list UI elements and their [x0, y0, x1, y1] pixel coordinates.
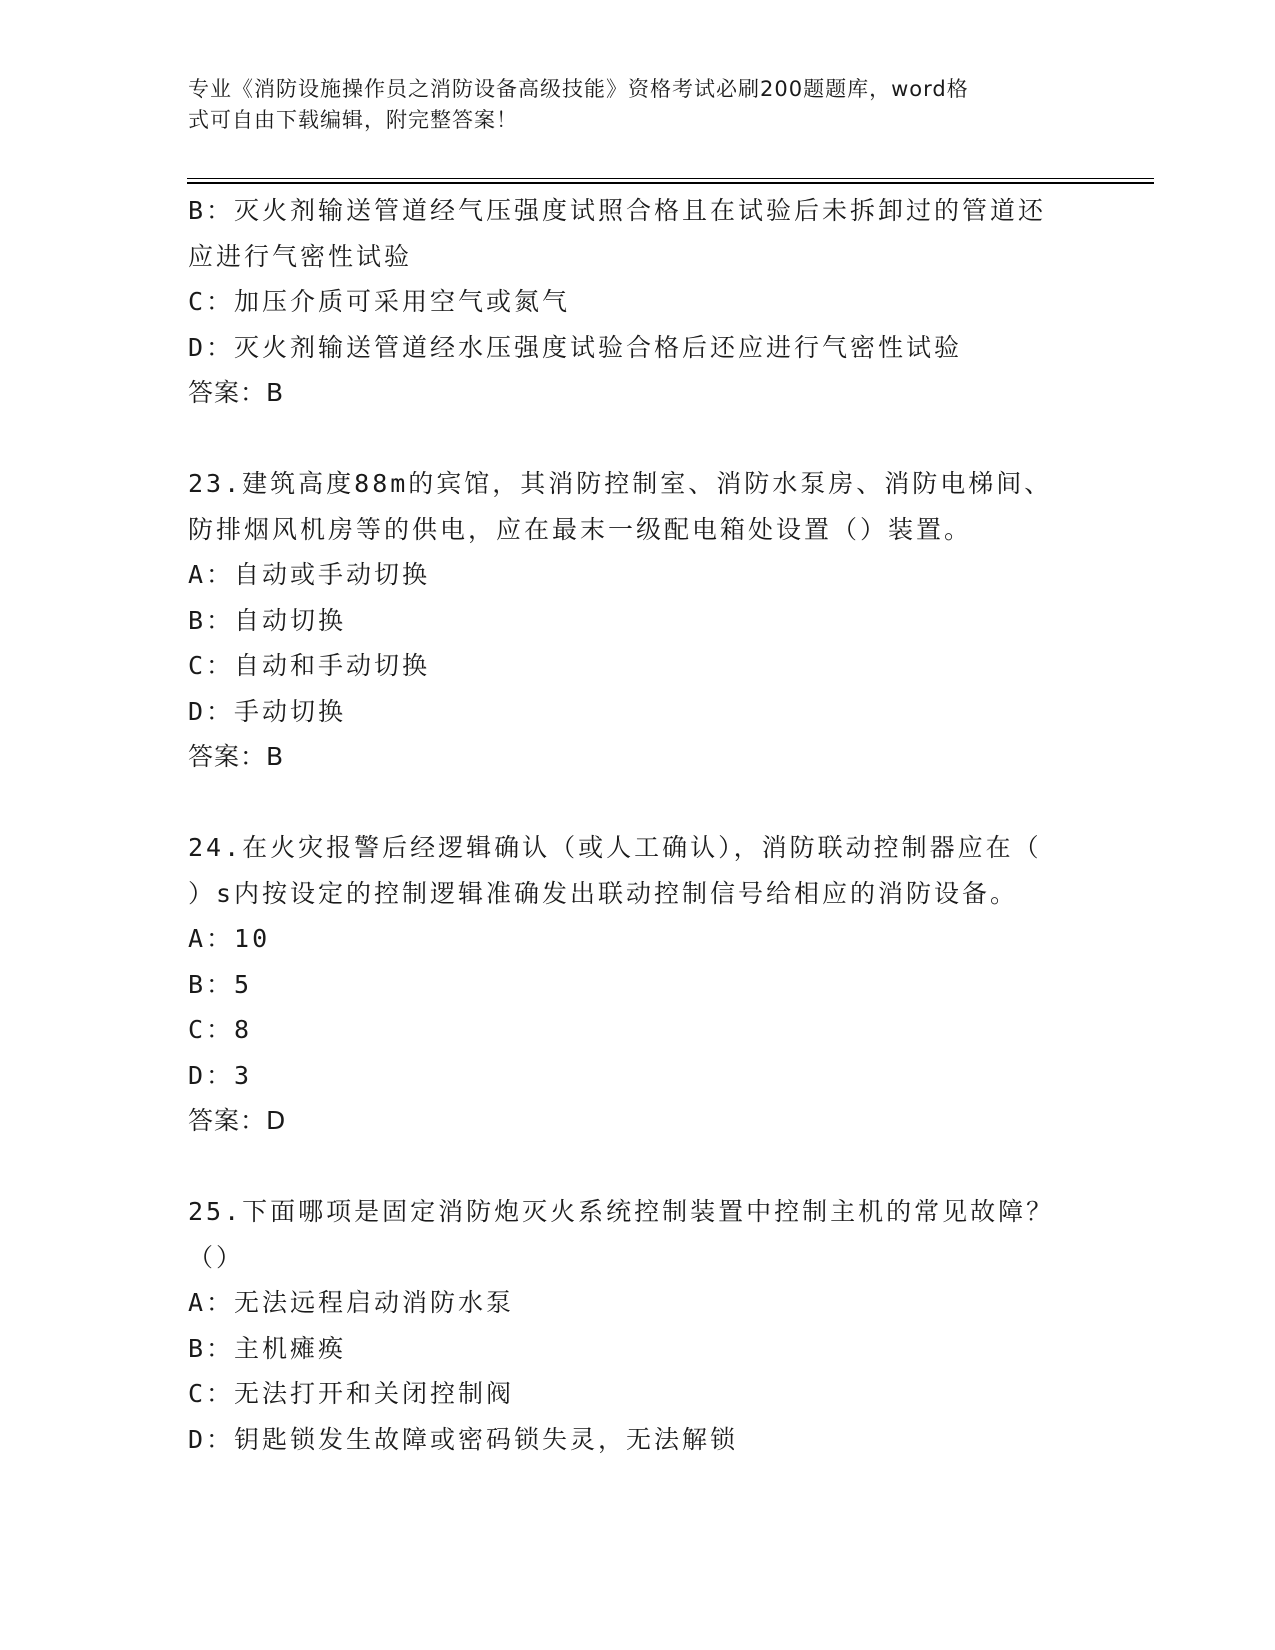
- option-c: C：8: [188, 1015, 253, 1044]
- option-a: A：无法远程启动消防水泵: [188, 1288, 515, 1317]
- option-b-line-2: 应进行气密性试验: [188, 241, 413, 271]
- option-d: D：3: [188, 1060, 253, 1090]
- question-23: [188, 461, 1088, 780]
- question-stem-line-2: （）: [188, 1242, 245, 1272]
- option-c: C：加压介质可采用空气或氮气: [188, 287, 571, 316]
- divider-thin-line: [187, 178, 1154, 179]
- spacer: [188, 416, 1088, 462]
- option-b: B：主机瘫痪: [188, 1333, 347, 1363]
- option-b: B：5: [188, 969, 253, 999]
- answer: 答案：B: [188, 378, 285, 407]
- option-a: A：自动或手动切换: [188, 560, 431, 589]
- spacer: [188, 780, 1088, 826]
- option-d: D：灭火剂输送管道经水压强度试验合格后还应进行气密性试验: [188, 332, 963, 362]
- header-line-1: 专业《消防设施操作员之消防设备高级技能》资格考试必刷200题题库，word格: [188, 77, 969, 101]
- option-b-line-1: B：灭火剂输送管道经气压强度试照合格且在试验后未拆卸过的管道还: [188, 196, 1047, 225]
- option-c: C：自动和手动切换: [188, 651, 431, 680]
- question-stem-line-2: 防排烟风机房等的供电，应在最末一级配电箱处设置（）装置。: [188, 514, 973, 544]
- question-stem-line-2: ）s内按设定的控制逻辑准确发出联动控制信号给相应的消防设备。: [188, 878, 1019, 908]
- question-22-continued: [188, 188, 1088, 416]
- question-content: [188, 188, 1088, 1462]
- header-line-2: 式可自由下载编辑，附完整答案！: [188, 108, 518, 132]
- answer: 答案：B: [188, 742, 285, 771]
- header-divider: [187, 178, 1154, 184]
- question-stem-line-1: 23.建筑高度88m的宾馆，其消防控制室、消防水泵房、消防电梯间、: [188, 469, 1053, 498]
- document-header: [188, 74, 1088, 136]
- option-d: D：钥匙锁发生故障或密码锁失灵，无法解锁: [188, 1424, 739, 1454]
- option-c: C：无法打开和关闭控制阀: [188, 1379, 515, 1408]
- question-24: [188, 825, 1088, 1144]
- option-a: A：10: [188, 924, 271, 953]
- option-b: B：自动切换: [188, 605, 347, 635]
- question-stem-line-1: 24.在火灾报警后经逻辑确认（或人工确认），消防联动控制器应在（: [188, 833, 1042, 862]
- spacer: [188, 1144, 1088, 1190]
- answer: 答案：D: [188, 1106, 287, 1135]
- divider-thick-line: [187, 182, 1154, 184]
- option-d: D：手动切换: [188, 696, 347, 726]
- question-25: [188, 1189, 1088, 1462]
- question-stem-line-1: 25.下面哪项是固定消防炮灭火系统控制装置中控制主机的常见故障？: [188, 1197, 1055, 1226]
